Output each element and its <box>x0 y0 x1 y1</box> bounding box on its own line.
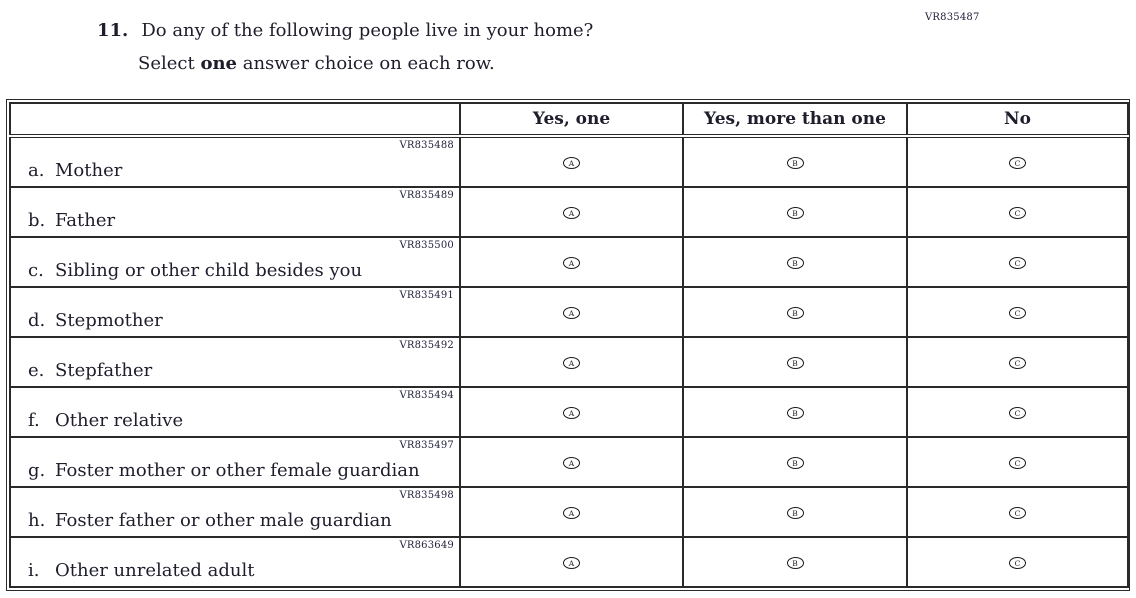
answer-cell-yes-more-than-one <box>683 537 907 587</box>
question-line <box>97 20 593 41</box>
answer-cell-no <box>907 387 1128 437</box>
bubble-letter: A <box>568 358 575 368</box>
answer-bubble-a[interactable] <box>563 157 580 169</box>
bubble-letter: A <box>568 558 575 568</box>
form-code: VR835487 <box>925 12 980 23</box>
bubble-letter: B <box>792 508 798 518</box>
row-text: Other relative <box>55 410 184 431</box>
header-row <box>10 103 1128 136</box>
bubble-letter: C <box>1014 558 1021 568</box>
row-letter: b. <box>28 210 46 231</box>
row-letter: d. <box>28 310 46 331</box>
answer-bubble-a[interactable] <box>563 207 580 219</box>
row-label <box>28 360 152 381</box>
answer-cell-yes-one <box>460 287 683 337</box>
table-row <box>10 387 1128 437</box>
table-row <box>10 337 1128 387</box>
table-row <box>10 437 1128 487</box>
bubble-letter: C <box>1014 308 1021 318</box>
answer-cell-no <box>907 136 1128 187</box>
answer-cell-yes-more-than-one <box>683 437 907 487</box>
row-letter: f. <box>28 410 40 431</box>
row-code: VR835492 <box>399 340 454 351</box>
row-label-cell <box>10 287 460 337</box>
answer-bubble-c[interactable] <box>1009 507 1026 519</box>
row-text: Stepfather <box>55 360 153 381</box>
answer-bubble-a[interactable] <box>563 557 580 569</box>
answer-cell-yes-more-than-one <box>683 487 907 537</box>
row-label-cell <box>10 487 460 537</box>
answer-bubble-a[interactable] <box>563 257 580 269</box>
answer-bubble-a[interactable] <box>563 307 580 319</box>
table-row <box>10 136 1128 187</box>
answer-cell-yes-one <box>460 237 683 287</box>
table-row <box>10 537 1128 587</box>
question-number: 11. <box>97 20 129 41</box>
answer-bubble-b[interactable] <box>787 307 804 319</box>
bubble-letter: A <box>568 158 575 168</box>
table-row <box>10 487 1128 537</box>
answer-bubble-a[interactable] <box>563 507 580 519</box>
answer-bubble-b[interactable] <box>787 407 804 419</box>
answer-cell-no <box>907 487 1128 537</box>
row-label <box>28 560 254 581</box>
bubble-letter: C <box>1014 458 1021 468</box>
row-text: Sibling or other child besides you <box>55 260 363 281</box>
row-code: VR835491 <box>399 290 454 301</box>
column-header-no: No <box>907 103 1128 136</box>
answer-cell-no <box>907 537 1128 587</box>
answer-bubble-b[interactable] <box>787 557 804 569</box>
row-code: VR835498 <box>399 490 454 501</box>
bubble-letter: B <box>792 208 798 218</box>
answer-bubble-b[interactable] <box>787 357 804 369</box>
answer-cell-yes-more-than-one <box>683 237 907 287</box>
answer-cell-no <box>907 237 1128 287</box>
row-letter: h. <box>28 510 46 531</box>
answer-bubble-b[interactable] <box>787 257 804 269</box>
row-label-cell <box>10 337 460 387</box>
bubble-letter: B <box>792 558 798 568</box>
answer-cell-no <box>907 287 1128 337</box>
instruction-suffix: answer choice on each row. <box>236 53 495 74</box>
answer-cell-yes-one <box>460 387 683 437</box>
answer-cell-yes-one <box>460 136 683 187</box>
answer-bubble-c[interactable] <box>1009 257 1026 269</box>
bubble-letter: C <box>1014 158 1021 168</box>
table-row <box>10 287 1128 337</box>
answer-cell-yes-one <box>460 537 683 587</box>
bubble-letter: B <box>792 308 798 318</box>
row-letter: a. <box>28 160 45 181</box>
answer-bubble-a[interactable] <box>563 357 580 369</box>
row-label-cell <box>10 437 460 487</box>
answer-cell-no <box>907 437 1128 487</box>
bubble-letter: C <box>1014 208 1021 218</box>
row-code: VR835497 <box>399 440 454 451</box>
row-code: VR835500 <box>399 240 454 251</box>
row-label <box>28 260 362 281</box>
answer-bubble-c[interactable] <box>1009 307 1026 319</box>
row-label <box>28 460 420 481</box>
answer-cell-yes-more-than-one <box>683 287 907 337</box>
bubble-letter: B <box>792 458 798 468</box>
answer-cell-yes-one <box>460 337 683 387</box>
bubble-letter: B <box>792 158 798 168</box>
row-label <box>28 160 122 181</box>
row-label-cell <box>10 237 460 287</box>
answer-bubble-c[interactable] <box>1009 557 1026 569</box>
table-row <box>10 187 1128 237</box>
row-label-column-header <box>10 103 460 136</box>
row-letter: e. <box>28 360 45 381</box>
answer-table-frame <box>6 99 1130 591</box>
answer-cell-yes-one <box>460 487 683 537</box>
row-text: Stepmother <box>55 310 163 331</box>
row-text: Mother <box>55 160 123 181</box>
bubble-letter: B <box>792 358 798 368</box>
row-letter: i. <box>28 560 40 581</box>
column-header-yes-one: Yes, one <box>460 103 683 136</box>
answer-cell-yes-one <box>460 187 683 237</box>
row-code: VR835488 <box>399 140 454 151</box>
row-code: VR835494 <box>399 390 454 401</box>
row-text: Other unrelated adult <box>55 560 255 581</box>
table-row <box>10 237 1128 287</box>
answer-bubble-b[interactable] <box>787 207 804 219</box>
bubble-letter: C <box>1014 408 1021 418</box>
row-text: Foster father or other male guardian <box>55 510 392 531</box>
row-label-cell <box>10 136 460 187</box>
row-text: Foster mother or other female guardian <box>55 460 420 481</box>
answer-table <box>9 102 1129 588</box>
bubble-letter: B <box>792 258 798 268</box>
row-label <box>28 510 392 531</box>
answer-bubble-a[interactable] <box>563 407 580 419</box>
bubble-letter: A <box>568 458 575 468</box>
row-letter: g. <box>28 460 46 481</box>
answer-bubble-c[interactable] <box>1009 457 1026 469</box>
bubble-letter: C <box>1014 358 1021 368</box>
question-text: Do any of the following people live in your home? <box>141 20 594 41</box>
row-label <box>28 310 163 331</box>
answer-cell-yes-one <box>460 437 683 487</box>
answer-bubble-b[interactable] <box>787 157 804 169</box>
question-instruction <box>138 53 495 74</box>
answer-bubble-c[interactable] <box>1009 157 1026 169</box>
answer-bubble-b[interactable] <box>787 457 804 469</box>
instruction-bold: one <box>200 53 237 74</box>
row-label-cell <box>10 537 460 587</box>
answer-cell-yes-more-than-one <box>683 387 907 437</box>
answer-bubble-c[interactable] <box>1009 207 1026 219</box>
row-letter: c. <box>28 260 44 281</box>
row-code: VR835489 <box>399 190 454 201</box>
answer-cell-no <box>907 337 1128 387</box>
answer-cell-no <box>907 187 1128 237</box>
answer-cell-yes-more-than-one <box>683 136 907 187</box>
answer-bubble-c[interactable] <box>1009 357 1026 369</box>
row-label <box>28 210 115 231</box>
row-code: VR863649 <box>399 540 454 551</box>
row-label <box>28 410 183 431</box>
answer-bubble-b[interactable] <box>787 507 804 519</box>
answer-cell-yes-more-than-one <box>683 187 907 237</box>
instruction-prefix: Select <box>138 53 201 74</box>
bubble-letter: A <box>568 308 575 318</box>
answer-bubble-c[interactable] <box>1009 407 1026 419</box>
bubble-letter: C <box>1014 508 1021 518</box>
row-label-cell <box>10 187 460 237</box>
bubble-letter: A <box>568 208 575 218</box>
bubble-letter: B <box>792 408 798 418</box>
bubble-letter: A <box>568 258 575 268</box>
bubble-letter: A <box>568 408 575 418</box>
row-text: Father <box>55 210 116 231</box>
bubble-letter: A <box>568 508 575 518</box>
answer-cell-yes-more-than-one <box>683 337 907 387</box>
bubble-letter: C <box>1014 258 1021 268</box>
row-label-cell <box>10 387 460 437</box>
answer-bubble-a[interactable] <box>563 457 580 469</box>
column-header-yes-more-than-one: Yes, more than one <box>683 103 907 136</box>
